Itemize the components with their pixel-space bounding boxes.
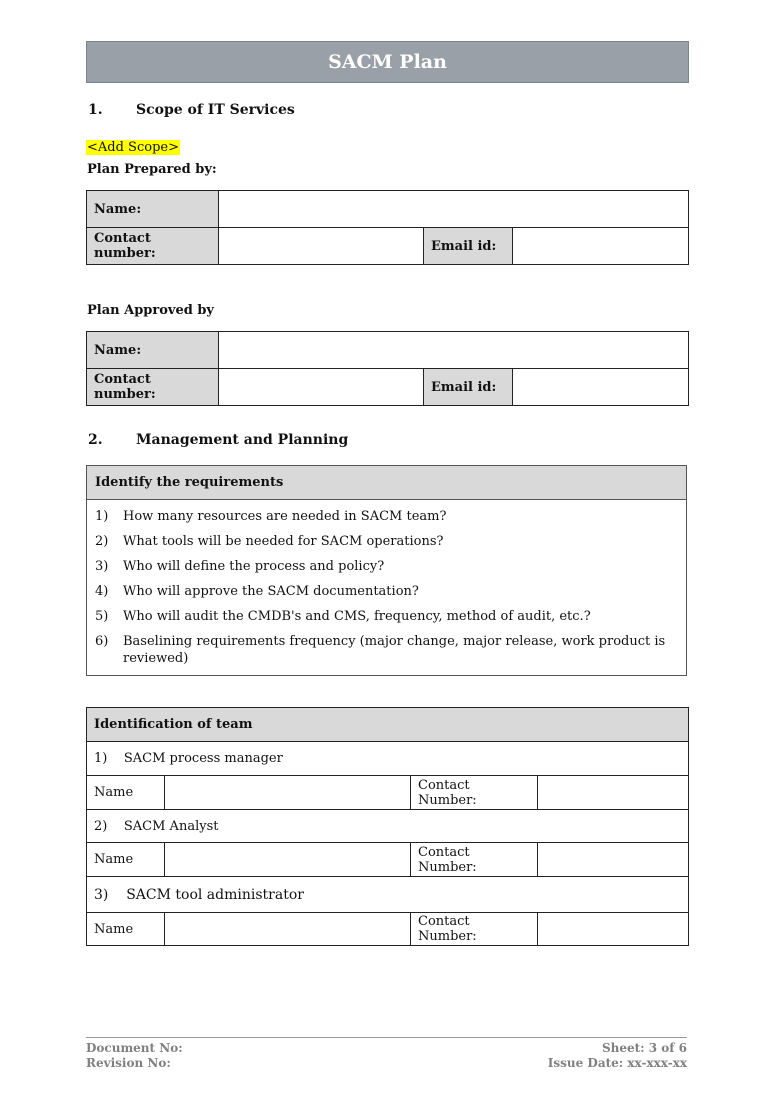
item-text: Who will audit the CMDB's and CMS, frequency, method of audit, etc.? — [123, 609, 591, 624]
prepared-by-table — [86, 190, 689, 265]
item-number: 3) — [95, 559, 109, 574]
email-label-cell: Email id: — [424, 228, 513, 265]
team-header: Identification of team — [87, 708, 689, 742]
item-number: 4) — [95, 584, 109, 599]
name-label-cell: Name — [87, 913, 165, 946]
list-item — [95, 583, 678, 600]
role-number: 1) — [94, 751, 108, 766]
prepared-name-field[interactable] — [219, 191, 689, 228]
sheet-number: Sheet: 3 of 6 — [601, 1041, 687, 1055]
list-item — [95, 533, 678, 550]
approved-contact-field[interactable] — [219, 369, 424, 406]
team-role-row — [87, 877, 689, 913]
tool-admin-contact-field[interactable] — [538, 913, 689, 946]
name-label-cell: Name: — [87, 191, 219, 228]
item-text: Who will define the process and policy? — [123, 559, 385, 574]
item-number: 6) — [95, 634, 109, 649]
item-text: How many resources are needed in SACM team? — [123, 509, 447, 524]
scope-placeholder-text: <Add Scope> — [87, 140, 179, 155]
team-table — [86, 707, 689, 946]
plan-prepared-label: Plan Prepared by: — [87, 162, 217, 177]
item-text: Baselining requirements frequency (major change, major release, work product is reviewed) — [123, 634, 666, 666]
analyst-name-field[interactable] — [165, 843, 411, 877]
document-number: Document No: — [86, 1041, 183, 1055]
list-item — [95, 508, 678, 525]
item-text: Who will approve the SACM documentation? — [123, 584, 419, 599]
plan-approved-label: Plan Approved by — [87, 303, 214, 318]
contact-label-cell: Contact Number: — [411, 843, 538, 877]
item-number: 1) — [95, 509, 109, 524]
team-role-row — [87, 742, 689, 776]
approved-name-field[interactable] — [219, 332, 689, 369]
name-label-cell: Name — [87, 843, 165, 877]
role-title: SACM tool administrator — [126, 886, 304, 903]
contact-label-cell: Contact number: — [87, 369, 219, 406]
manager-contact-field[interactable] — [538, 776, 689, 810]
team-role-row — [87, 810, 689, 843]
requirements-box — [86, 465, 687, 676]
item-text: What tools will be needed for SACM operations? — [123, 534, 444, 549]
email-label-cell: Email id: — [424, 369, 513, 406]
approved-email-field[interactable] — [513, 369, 689, 406]
section-1-heading — [88, 102, 688, 122]
item-number: 5) — [95, 609, 109, 624]
section-2-heading — [88, 432, 688, 452]
role-title: SACM process manager — [123, 751, 283, 766]
requirements-header: Identify the requirements — [87, 466, 686, 500]
prepared-contact-field[interactable] — [219, 228, 424, 265]
contact-label-cell: Contact Number: — [411, 913, 538, 946]
role-number: 2) — [94, 818, 108, 834]
document-title: SACM Plan — [86, 41, 689, 83]
contact-label-cell: Contact number: — [87, 228, 219, 265]
role-number: 3) — [94, 886, 109, 903]
list-item — [95, 633, 678, 667]
tool-admin-name-field[interactable] — [165, 913, 411, 946]
approved-by-table — [86, 331, 689, 406]
list-item — [95, 558, 678, 575]
scope-placeholder[interactable] — [86, 136, 180, 155]
list-item — [95, 608, 678, 625]
section-number: 1. — [88, 102, 103, 118]
issue-date: Issue Date: xx-xxx-xx — [547, 1056, 687, 1070]
revision-number: Revision No: — [86, 1056, 171, 1070]
item-number: 2) — [95, 534, 109, 549]
name-label-cell: Name — [87, 776, 165, 810]
section-title: Scope of IT Services — [136, 102, 295, 118]
page-footer — [86, 1037, 687, 1071]
contact-label-cell: Contact Number: — [411, 776, 538, 810]
name-label-cell: Name: — [87, 332, 219, 369]
manager-name-field[interactable] — [165, 776, 411, 810]
role-title: SACM Analyst — [123, 818, 219, 834]
requirements-list — [87, 500, 686, 675]
section-number: 2. — [88, 432, 103, 448]
prepared-email-field[interactable] — [513, 228, 689, 265]
analyst-contact-field[interactable] — [538, 843, 689, 877]
section-title: Management and Planning — [136, 432, 349, 448]
